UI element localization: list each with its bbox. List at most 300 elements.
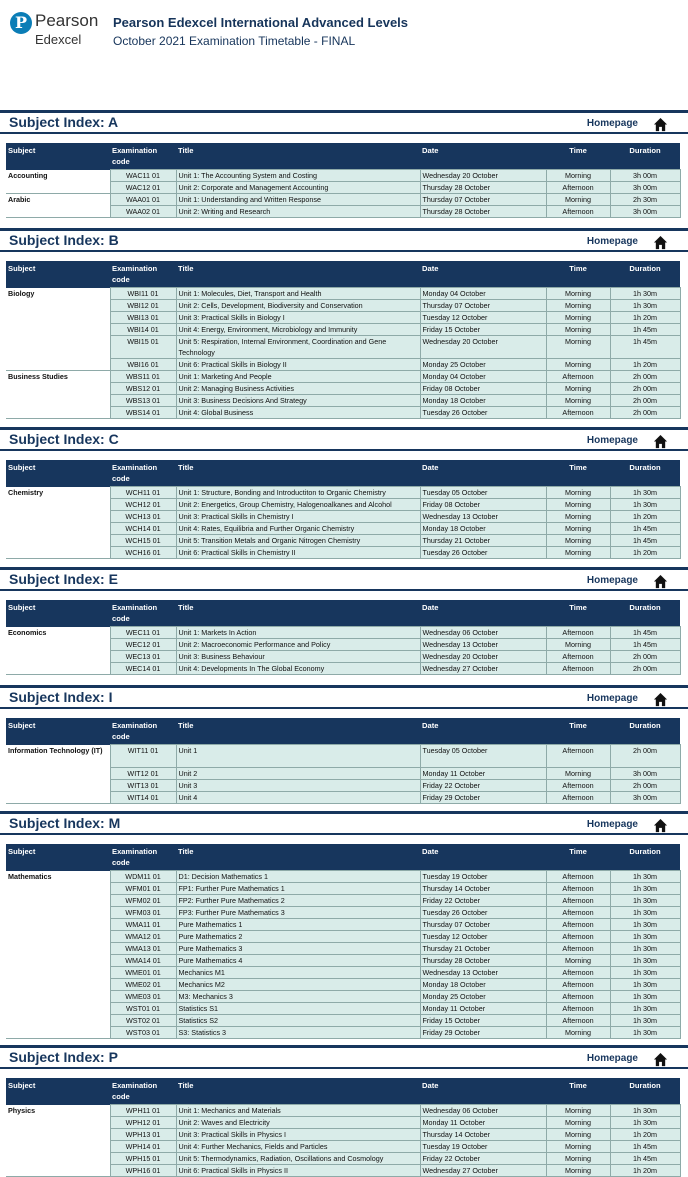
cell-duration: 1h 45m	[610, 336, 680, 359]
cell-code: WDM11 01	[110, 871, 176, 883]
cell-code: WAC11 01	[110, 170, 176, 182]
cell-time: Afternoon	[546, 1015, 610, 1027]
cell-code: WCH16 01	[110, 547, 176, 559]
cell-code: WCH11 01	[110, 487, 176, 499]
cell-code: WBI14 01	[110, 324, 176, 336]
table-header-row	[6, 460, 680, 487]
table-row	[6, 288, 680, 300]
subject-name: Arabic	[6, 194, 110, 218]
cell-duration: 3h 00m	[610, 792, 680, 804]
cell-title: Mechanics M2	[176, 979, 420, 991]
cell-date: Wednesday 20 October	[420, 170, 546, 182]
cell-title: FP1: Further Pure Mathematics 1	[176, 883, 420, 895]
cell-duration: 1h 45m	[610, 627, 680, 639]
cell-date: Friday 29 October	[420, 792, 546, 804]
cell-title: Unit 4: Rates, Equilibria and Further Organic Chemistry	[176, 523, 420, 535]
cell-date: Thursday 21 October	[420, 535, 546, 547]
cell-title: Unit 1: The Accounting System and Costing	[176, 170, 420, 182]
cell-time: Morning	[546, 1129, 610, 1141]
cell-time: Morning	[546, 535, 610, 547]
cell-date: Friday 29 October	[420, 1027, 546, 1039]
cell-duration: 1h 30m	[610, 955, 680, 967]
section-header	[0, 427, 688, 451]
section-title: Subject Index: P	[9, 1049, 118, 1065]
cell-duration: 1h 30m	[610, 300, 680, 312]
cell-code: WAA02 01	[110, 206, 176, 218]
cell-title: Unit 4: Global Business	[176, 407, 420, 419]
cell-time: Afternoon	[546, 206, 610, 218]
column-header-duration: Duration	[610, 844, 680, 871]
column-header-subject: Subject	[6, 143, 110, 170]
brand-name: Pearson	[35, 11, 99, 30]
cell-duration: 2h 00m	[610, 651, 680, 663]
cell-duration: 2h 00m	[610, 383, 680, 395]
cell-date: Wednesday 20 October	[420, 336, 546, 359]
cell-title: Unit 1	[176, 745, 420, 768]
cell-duration: 1h 30m	[610, 1027, 680, 1039]
cell-duration: 1h 45m	[610, 1153, 680, 1165]
column-header-subject: Subject	[6, 1078, 110, 1105]
cell-time: Morning	[546, 383, 610, 395]
cell-code: WST01 01	[110, 1003, 176, 1015]
cell-time: Morning	[546, 639, 610, 651]
table-row	[6, 871, 680, 883]
cell-duration: 1h 30m	[610, 288, 680, 300]
cell-title: D1: Decision Mathematics 1	[176, 871, 420, 883]
cell-date: Monday 18 October	[420, 395, 546, 407]
column-header-date: Date	[420, 600, 546, 627]
cell-date: Tuesday 26 October	[420, 547, 546, 559]
cell-date: Friday 08 October	[420, 499, 546, 511]
cell-time: Afternoon	[546, 991, 610, 1003]
cell-time: Morning	[546, 547, 610, 559]
cell-time: Morning	[546, 1105, 610, 1117]
column-header-date: Date	[420, 1078, 546, 1105]
cell-code: WBI13 01	[110, 312, 176, 324]
timetable	[6, 844, 681, 1039]
cell-title: Statistics S1	[176, 1003, 420, 1015]
column-header-time: Time	[546, 844, 610, 871]
subject-name: Biology	[6, 288, 110, 371]
column-header-time: Time	[546, 600, 610, 627]
cell-date: Friday 15 October	[420, 1015, 546, 1027]
table-row	[6, 745, 680, 768]
cell-date: Friday 22 October	[420, 895, 546, 907]
cell-time: Morning	[546, 1027, 610, 1039]
cell-title: Pure Mathematics 3	[176, 943, 420, 955]
cell-title: Unit 4: Energy, Environment, Microbiology and Immunity	[176, 324, 420, 336]
cell-date: Wednesday 20 October	[420, 651, 546, 663]
timetable	[6, 261, 681, 419]
cell-title: Unit 2: Waves and Electricity	[176, 1117, 420, 1129]
cell-duration: 1h 20m	[610, 547, 680, 559]
cell-date: Wednesday 06 October	[420, 1105, 546, 1117]
cell-date: Tuesday 12 October	[420, 312, 546, 324]
cell-duration: 3h 00m	[610, 206, 680, 218]
section-header	[0, 811, 688, 835]
cell-time: Afternoon	[546, 943, 610, 955]
cell-time: Afternoon	[546, 663, 610, 675]
column-header-date: Date	[420, 261, 546, 288]
column-header-time: Time	[546, 261, 610, 288]
cell-code: WST03 01	[110, 1027, 176, 1039]
cell-title: Unit 1: Structure, Bonding and Introductiton to Organic Chemistry	[176, 487, 420, 499]
cell-time: Afternoon	[546, 967, 610, 979]
cell-time: Morning	[546, 194, 610, 206]
subject-section	[0, 567, 688, 673]
cell-date: Tuesday 26 October	[420, 907, 546, 919]
cell-code: WMA11 01	[110, 919, 176, 931]
subject-section	[0, 811, 688, 1037]
cell-code: WEC11 01	[110, 627, 176, 639]
timetable	[6, 1078, 681, 1177]
cell-code: WME02 01	[110, 979, 176, 991]
cell-duration: 1h 45m	[610, 1141, 680, 1153]
cell-duration: 1h 20m	[610, 1129, 680, 1141]
section-title: Subject Index: A	[9, 114, 119, 130]
cell-code: WIT12 01	[110, 768, 176, 780]
cell-duration: 1h 45m	[610, 639, 680, 651]
cell-time: Morning	[546, 768, 610, 780]
cell-title: Unit 1: Marketing And People	[176, 371, 420, 383]
cell-duration: 1h 30m	[610, 499, 680, 511]
cell-time: Morning	[546, 1165, 610, 1177]
table-row	[6, 1105, 680, 1117]
cell-date: Thursday 07 October	[420, 300, 546, 312]
cell-code: WEC13 01	[110, 651, 176, 663]
table-row	[6, 170, 680, 182]
timetable	[6, 460, 681, 559]
cell-date: Monday 04 October	[420, 288, 546, 300]
cell-time: Afternoon	[546, 931, 610, 943]
cell-date: Tuesday 26 October	[420, 407, 546, 419]
cell-time: Morning	[546, 395, 610, 407]
cell-title: Unit 1: Understanding and Written Response	[176, 194, 420, 206]
subject-name: Chemistry	[6, 487, 110, 559]
cell-duration: 1h 30m	[610, 1003, 680, 1015]
cell-duration: 1h 45m	[610, 535, 680, 547]
cell-date: Wednesday 27 October	[420, 663, 546, 675]
subject-name: Information Technology (IT)	[6, 745, 110, 804]
cell-date: Thursday 14 October	[420, 883, 546, 895]
table-header-row	[6, 1078, 680, 1105]
column-header-duration: Duration	[610, 1078, 680, 1105]
cell-code: WPH13 01	[110, 1129, 176, 1141]
cell-duration: 1h 30m	[610, 895, 680, 907]
cell-code: WMA14 01	[110, 955, 176, 967]
section-title: Subject Index: M	[9, 815, 121, 831]
subject-section	[0, 685, 688, 802]
cell-time: Afternoon	[546, 979, 610, 991]
cell-date: Thursday 28 October	[420, 182, 546, 194]
cell-title: Unit 5: Respiration, Internal Environment, Coordination and Gene Technology	[176, 336, 420, 359]
cell-date: Tuesday 12 October	[420, 931, 546, 943]
cell-duration: 1h 30m	[610, 943, 680, 955]
cell-duration: 2h 00m	[610, 371, 680, 383]
cell-duration: 1h 20m	[610, 312, 680, 324]
cell-title: Unit 2: Macroeconomic Performance and Policy	[176, 639, 420, 651]
document-subtitle: October 2021 Examination Timetable - FINAL	[113, 34, 356, 48]
subject-section	[0, 228, 688, 417]
cell-duration: 1h 30m	[610, 967, 680, 979]
cell-duration: 1h 30m	[610, 883, 680, 895]
section-header	[0, 228, 688, 252]
cell-date: Tuesday 19 October	[420, 871, 546, 883]
cell-duration: 2h 00m	[610, 395, 680, 407]
column-header-date: Date	[420, 844, 546, 871]
cell-date: Tuesday 19 October	[420, 1141, 546, 1153]
cell-duration: 1h 20m	[610, 1165, 680, 1177]
document-title: Pearson Edexcel International Advanced Levels	[113, 15, 409, 30]
cell-code: WBS11 01	[110, 371, 176, 383]
pearson-logo-icon: P	[10, 12, 32, 34]
cell-time: Morning	[546, 1153, 610, 1165]
column-header-title: Title	[176, 460, 420, 487]
cell-time: Afternoon	[546, 371, 610, 383]
column-header-title: Title	[176, 1078, 420, 1105]
cell-date: Thursday 21 October	[420, 943, 546, 955]
cell-time: Afternoon	[546, 1003, 610, 1015]
cell-code: WST02 01	[110, 1015, 176, 1027]
cell-duration: 1h 30m	[610, 1015, 680, 1027]
cell-time: Afternoon	[546, 871, 610, 883]
section-header	[0, 685, 688, 709]
cell-duration: 1h 20m	[610, 511, 680, 523]
table-row	[6, 627, 680, 639]
cell-date: Wednesday 06 October	[420, 627, 546, 639]
column-header-duration: Duration	[610, 460, 680, 487]
section-title: Subject Index: B	[9, 232, 119, 248]
cell-code: WBS14 01	[110, 407, 176, 419]
cell-duration: 2h 00m	[610, 780, 680, 792]
cell-time: Morning	[546, 170, 610, 182]
cell-code: WPH16 01	[110, 1165, 176, 1177]
cell-title: Unit 2: Cells, Development, Biodiversity and Conservation	[176, 300, 420, 312]
cell-code: WFM02 01	[110, 895, 176, 907]
column-header-duration: Duration	[610, 718, 680, 745]
table-row	[6, 371, 680, 383]
column-header-duration: Duration	[610, 261, 680, 288]
home-icon[interactable]	[653, 692, 668, 707]
cell-title: Unit 1: Molecules, Diet, Transport and Health	[176, 288, 420, 300]
cell-code: WMA13 01	[110, 943, 176, 955]
cell-time: Morning	[546, 1117, 610, 1129]
cell-duration: 3h 00m	[610, 170, 680, 182]
column-header-time: Time	[546, 1078, 610, 1105]
column-header-title: Title	[176, 261, 420, 288]
cell-title: Unit 3: Business Behaviour	[176, 651, 420, 663]
cell-time: Morning	[546, 312, 610, 324]
cell-date: Monday 18 October	[420, 523, 546, 535]
cell-title: Unit 1: Mechanics and Materials	[176, 1105, 420, 1117]
cell-title: FP3: Further Pure Mathematics 3	[176, 907, 420, 919]
cell-time: Afternoon	[546, 907, 610, 919]
column-header-duration: Duration	[610, 600, 680, 627]
cell-code: WAC12 01	[110, 182, 176, 194]
column-header-code: Examination code	[110, 718, 176, 745]
cell-title: Unit 2: Corporate and Management Accounting	[176, 182, 420, 194]
cell-duration: 1h 30m	[610, 1117, 680, 1129]
homepage-link[interactable]: Homepage	[586, 236, 638, 247]
cell-time: Afternoon	[546, 919, 610, 931]
table-header-row	[6, 718, 680, 745]
homepage-link[interactable]: Homepage	[586, 1053, 638, 1064]
cell-code: WME01 01	[110, 967, 176, 979]
cell-code: WPH12 01	[110, 1117, 176, 1129]
cell-duration: 3h 00m	[610, 768, 680, 780]
subject-name: Mathematics	[6, 871, 110, 1039]
cell-duration: 1h 30m	[610, 979, 680, 991]
cell-date: Thursday 14 October	[420, 1129, 546, 1141]
cell-time: Morning	[546, 1141, 610, 1153]
cell-duration: 1h 45m	[610, 523, 680, 535]
column-header-time: Time	[546, 718, 610, 745]
cell-title: Unit 3: Business Decisions And Strategy	[176, 395, 420, 407]
cell-date: Monday 25 October	[420, 359, 546, 371]
cell-time: Morning	[546, 300, 610, 312]
column-header-title: Title	[176, 143, 420, 170]
cell-code: WFM03 01	[110, 907, 176, 919]
cell-code: WBI11 01	[110, 288, 176, 300]
subject-name: Business Studies	[6, 371, 110, 419]
cell-duration: 1h 30m	[610, 931, 680, 943]
cell-duration: 1h 30m	[610, 991, 680, 1003]
table-header-row	[6, 143, 680, 170]
home-icon[interactable]	[653, 434, 668, 449]
cell-duration: 1h 30m	[610, 487, 680, 499]
home-icon[interactable]	[653, 818, 668, 833]
cell-date: Wednesday 13 October	[420, 967, 546, 979]
section-title: Subject Index: I	[9, 689, 113, 705]
column-header-code: Examination code	[110, 600, 176, 627]
cell-date: Monday 11 October	[420, 1117, 546, 1129]
column-header-title: Title	[176, 844, 420, 871]
cell-title: FP2: Further Pure Mathematics 2	[176, 895, 420, 907]
subject-section	[0, 110, 688, 216]
timetable	[6, 143, 681, 218]
column-header-date: Date	[420, 718, 546, 745]
cell-time: Afternoon	[546, 745, 610, 768]
home-icon[interactable]	[653, 117, 668, 132]
column-header-code: Examination code	[110, 844, 176, 871]
cell-duration: 1h 20m	[610, 359, 680, 371]
cell-title: Unit 3: Practical Skills in Physics I	[176, 1129, 420, 1141]
cell-title: Pure Mathematics 2	[176, 931, 420, 943]
cell-duration: 2h 00m	[610, 407, 680, 419]
cell-code: WPH11 01	[110, 1105, 176, 1117]
cell-code: WBI15 01	[110, 336, 176, 359]
column-header-duration: Duration	[610, 143, 680, 170]
cell-code: WEC14 01	[110, 663, 176, 675]
cell-title: Unit 6: Practical Skills in Biology II	[176, 359, 420, 371]
cell-code: WIT11 01	[110, 745, 176, 768]
table-header-row	[6, 844, 680, 871]
column-header-title: Title	[176, 600, 420, 627]
cell-code: WCH13 01	[110, 511, 176, 523]
cell-title: Unit 2	[176, 768, 420, 780]
cell-title: Unit 1: Markets In Action	[176, 627, 420, 639]
cell-time: Morning	[546, 523, 610, 535]
cell-duration: 1h 30m	[610, 919, 680, 931]
home-icon[interactable]	[653, 235, 668, 250]
cell-code: WFM01 01	[110, 883, 176, 895]
cell-title: Mechanics M1	[176, 967, 420, 979]
cell-date: Tuesday 05 October	[420, 487, 546, 499]
cell-code: WIT14 01	[110, 792, 176, 804]
cell-date: Friday 08 October	[420, 383, 546, 395]
homepage-link[interactable]: Homepage	[586, 575, 638, 586]
cell-duration: 1h 30m	[610, 1105, 680, 1117]
document-header	[0, 0, 688, 53]
cell-code: WBS12 01	[110, 383, 176, 395]
cell-date: Monday 11 October	[420, 768, 546, 780]
cell-date: Friday 22 October	[420, 780, 546, 792]
cell-time: Afternoon	[546, 651, 610, 663]
homepage-link[interactable]: Homepage	[586, 693, 638, 704]
homepage-link[interactable]: Homepage	[586, 435, 638, 446]
cell-code: WBS13 01	[110, 395, 176, 407]
cell-date: Monday 18 October	[420, 979, 546, 991]
column-header-code: Examination code	[110, 1078, 176, 1105]
column-header-time: Time	[546, 460, 610, 487]
cell-code: WEC12 01	[110, 639, 176, 651]
cell-date: Thursday 07 October	[420, 194, 546, 206]
cell-time: Morning	[546, 324, 610, 336]
subject-name: Accounting	[6, 170, 110, 194]
table-header-row	[6, 261, 680, 288]
subject-name: Economics	[6, 627, 110, 675]
cell-title: Unit 5: Thermodynamics, Radiation, Oscillations and Cosmology	[176, 1153, 420, 1165]
cell-title: Unit 4: Further Mechanics, Fields and Particles	[176, 1141, 420, 1153]
column-header-subject: Subject	[6, 844, 110, 871]
cell-date: Tuesday 05 October	[420, 745, 546, 768]
homepage-link[interactable]: Homepage	[586, 819, 638, 830]
cell-duration: 1h 45m	[610, 324, 680, 336]
cell-code: WME03 01	[110, 991, 176, 1003]
cell-code: WAA01 01	[110, 194, 176, 206]
section-header	[0, 567, 688, 591]
cell-duration: 1h 30m	[610, 871, 680, 883]
cell-time: Afternoon	[546, 780, 610, 792]
cell-time: Afternoon	[546, 407, 610, 419]
column-header-subject: Subject	[6, 261, 110, 288]
subject-section	[0, 1045, 688, 1175]
cell-title: Pure Mathematics 1	[176, 919, 420, 931]
section-title: Subject Index: C	[9, 431, 119, 447]
cell-time: Afternoon	[546, 883, 610, 895]
cell-date: Friday 15 October	[420, 324, 546, 336]
cell-title: Unit 5: Transition Metals and Organic Nitrogen Chemistry	[176, 535, 420, 547]
cell-code: WCH12 01	[110, 499, 176, 511]
subject-name: Physics	[6, 1105, 110, 1177]
cell-title: Unit 4	[176, 792, 420, 804]
homepage-link[interactable]: Homepage	[586, 118, 638, 129]
cell-title: Statistics S2	[176, 1015, 420, 1027]
cell-title: Unit 3: Practical Skills in Biology I	[176, 312, 420, 324]
column-header-code: Examination code	[110, 261, 176, 288]
cell-time: Morning	[546, 288, 610, 300]
home-icon[interactable]	[653, 574, 668, 589]
cell-title: Unit 2: Energetics, Group Chemistry, Halogenoalkanes and Alcohol	[176, 499, 420, 511]
subject-section	[0, 427, 688, 557]
section-header	[0, 1045, 688, 1069]
home-icon[interactable]	[653, 1052, 668, 1067]
cell-duration: 1h 30m	[610, 907, 680, 919]
cell-date: Thursday 07 October	[420, 919, 546, 931]
cell-date: Thursday 28 October	[420, 955, 546, 967]
cell-code: WBI16 01	[110, 359, 176, 371]
brand-subname: Edexcel	[35, 32, 82, 47]
